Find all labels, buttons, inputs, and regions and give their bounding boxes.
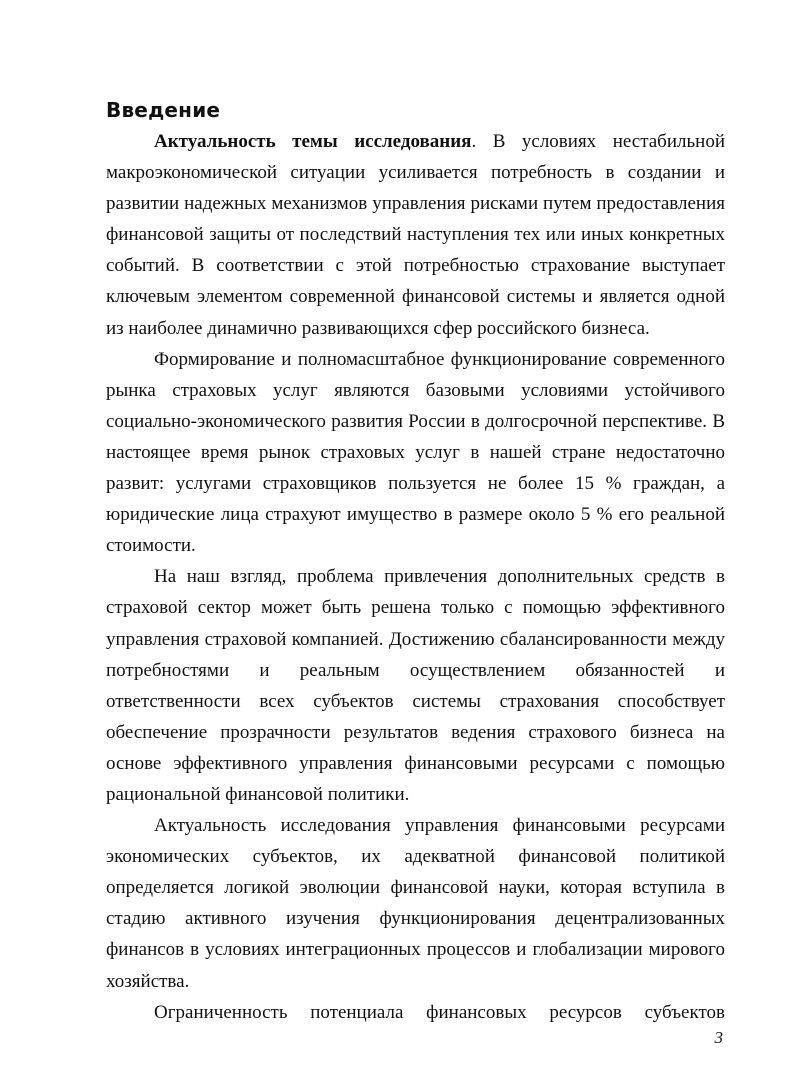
paragraph-2: Формирование и полномасштабное функционирование современного рынка страховых услуг являются базовыми условиями устойчивого социально-экономического развития России в долгосрочной перспективе. В настоящее время рынок страховых услуг в нашей стране недостаточно развит: услугами страховщиков пользуется не более 15 % граждан, а юридические лица страхуют имущество в размере около 5 % его реальной стоимости.	[106, 348, 725, 557]
paragraph-5: Ограниченность потенциала финансовых ресурсов субъектов	[154, 1001, 725, 1023]
paragraph-1	[106, 126, 725, 344]
section-heading: Введение	[106, 98, 221, 122]
paragraph-3: На наш взгляд, проблема привлечения дополнительных средств в страховой сектор может быть решена только с помощью эффективного управления страховой компанией. Достижению сбалансированности между потребностями и реальным осуществлением обязанностей и ответственности всех субъектов системы страхования способствует обеспечение прозрачности результатов ведения страхового бизнеса на основе эффективного управления финансовыми ресурсами с помощью рациональной финансовой политики.	[106, 566, 725, 805]
paragraph-1-text: . В условиях нестабильной макроэкономической ситуации усиливается потребность в создании и развитии надежных механизмов управления рисками путем предоставления финансовой защиты от последствий наступления тех или иных конкретных событий. В соответствии с этой потребностью страхование выступает ключевым элементом современной финансовой системы и является одной из наиболее динамично развивающихся сфер российского бизнеса.	[106, 131, 725, 339]
page-number: 3	[714, 1028, 723, 1047]
body-text	[106, 126, 725, 1028]
paragraph-1-lead: Актуальность темы исследования	[154, 131, 472, 152]
paragraph-4: Актуальность исследования управления финансовыми ресурсами экономических субъектов, их адекватной финансовой политикой определяется логикой эволюции финансовой науки, которая вступила в стадию активного изучения функционирования децентрализованных финансов в условиях интеграционных процессов и глобализации мирового хозяйства.	[106, 815, 725, 992]
